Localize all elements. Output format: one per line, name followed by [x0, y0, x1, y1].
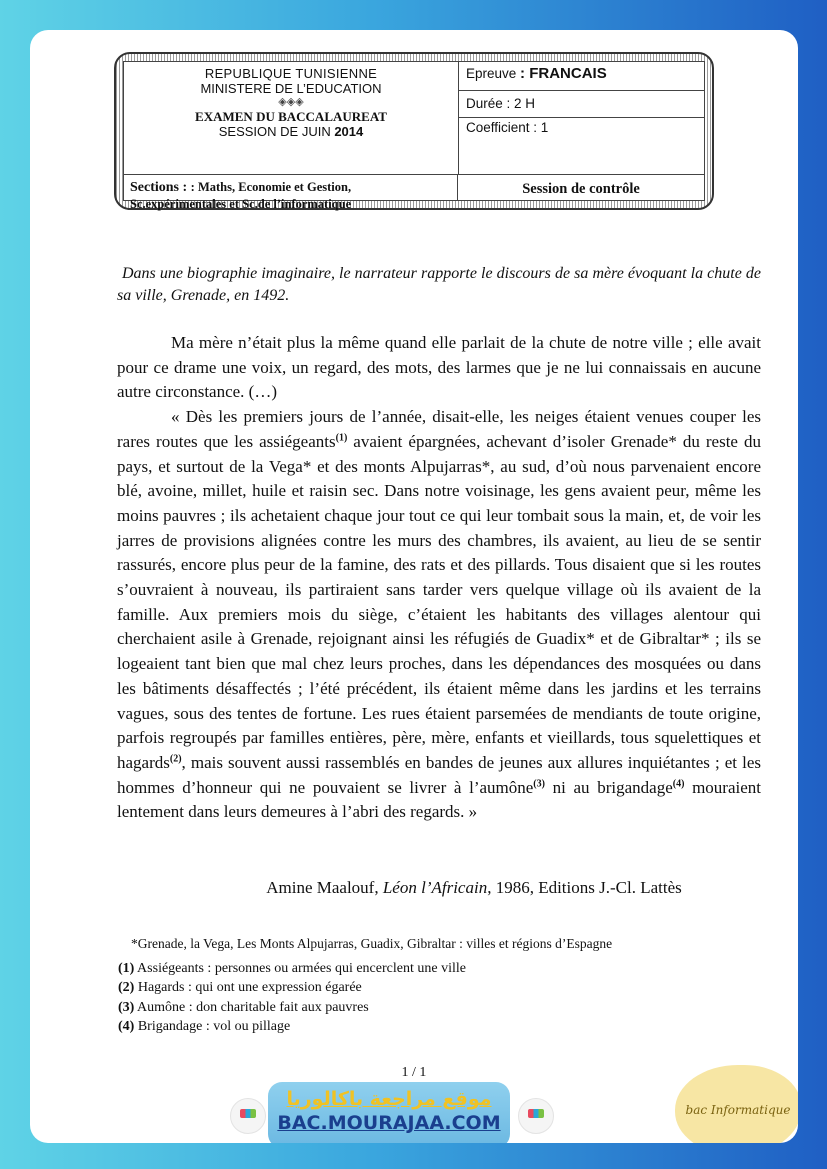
duree-cell: Durée : 2 H [459, 91, 704, 118]
exam-header [114, 52, 714, 210]
exam-page [30, 30, 798, 1143]
page-number: 1 / 1 [401, 1065, 427, 1080]
header-details [458, 62, 704, 174]
ministry-line: MINISTERE DE L’EDUCATION [200, 81, 382, 96]
vocabulary-notes [118, 959, 466, 1036]
coefficient-cell: Coefficient : 1 [466, 120, 549, 135]
citation: Amine Maalouf, Léon l’Africain, 1986, Editions J.-Cl. Lattès [266, 878, 682, 897]
note-3: (3) Aumône : don charitable fait aux pauvres [118, 999, 369, 1015]
sections-cell: Sections : : Maths, Economie et Gestion, Sc.expérimentales et Sc.de l’informatique [124, 175, 458, 200]
paragraph-2: « Dès les premiers jours de l’année, disait-elle, les neiges étaient venues couper les rares routes que les assiégeants$^{(1)}$ avaient épargnées, achevant d’isoler Grenade* du reste du pays, et surtout de la Vega* et des monts Alpujarras*, au sud, d’où nous parvenaient encore blé, avoine, millet, huile et raisin sec. Dans notre voisinage, les gens avaient peur, même les moins pauvres ; ils achetaient chaque jour tout ce qui leur tombait sous la main, et, de voir les jarres de provisions alignées contre les murs des chambres, ils avaient, au lieu de se sentir rassurés, encore plus peur de la famine, des rats et des pillards. Tous disaient que si les routes s’ouvraient à nouveau, ils partiraient sans tarder vers quelque village où ils avaient de la famille. Aux premiers mois du siège, c’étaient les habitants des villages alentour qui cherchaient asile à Grenade, rejoignant ainsi les réfugiés de Guadix* et de Gibraltar* ; ils se logeaient tant bien que mal chez leurs proches, dans les dépendances des mosquées ou dans les bâtiments désaffectés ; l’été précédent, ils étaient même dans les jardins et les terrains vagues, sous des tentes de fortune. Les rues étaient parsemées de mendiants de toute origine, parfois regroupés par familles entières, père, mère, enfants et vieillards, tous squelettiques et hagards$^{(2)}$, mais souvent aussi rassemblés en bandes de jeunes aux allures inquiétantes ; et les hommes d’honneur qui ne pouvaient se livrer à l’aumône$^{(3)}$ ni au brigandage$^{(4)}$ mouraient lentement dans leurs demeures à l’abri des regards. » [117, 407, 762, 822]
note-ref-4: (4) [672, 778, 685, 789]
exam-title: EXAMEN DU BACCALAUREAT [195, 109, 387, 124]
session-line: SESSION DE JUIN 2014 [218, 124, 364, 139]
republic-line: REPUBLIQUE TUNISIENNE [204, 66, 378, 81]
site-banner[interactable] [268, 1082, 510, 1143]
book-title: Léon l’Africain [382, 878, 488, 897]
site-logo-icon-right [518, 1098, 554, 1134]
footnote-places: *Grenade, la Vega, Les Monts Alpujarras, Guadix, Gibraltar : villes et régions d’Espagne [131, 936, 613, 951]
header-bottom-row [124, 174, 704, 211]
session-type: Session de contrôle [522, 181, 640, 197]
paragraph-1: Ma mère n’était plus la même quand elle parlait de la chute de notre ville ; elle avait pour ce drame une voix, un regard, des mots, des larmes que je ne lui connaissais en aucune autre circonstance. (…) [117, 333, 761, 402]
diamonds-icon: ◈◈◈ [278, 96, 304, 108]
bac-informatique-badge: bac Informatique [675, 1065, 798, 1143]
main-text [117, 331, 761, 825]
note-ref-3: (3) [533, 778, 545, 789]
site-name-arabic[interactable]: موقع مراجعة باكالوريا [286, 1088, 492, 1110]
note-2: (2) Hagards : qui ont une expression égarée [118, 980, 362, 996]
epreuve-cell: Epreuve : FRANCAIS [459, 62, 704, 91]
header-inner [123, 61, 705, 211]
sections-label: Sections : [130, 180, 191, 195]
intro-text: Dans une biographie imaginaire, le narrateur rapporte le discours de sa mère évoquant la chute de sa ville, Grenade, en 1492. [117, 265, 761, 304]
session-year: 2014 [334, 124, 364, 139]
note-1: (1) Assiégeants : personnes ou armées qui encerclent une ville [118, 961, 466, 976]
epreuve-value: : FRANCAIS [520, 65, 607, 82]
site-url[interactable]: BAC.MOURAJAA.COM [277, 1112, 501, 1134]
site-logo-icon-left [230, 1098, 266, 1134]
note-4: (4) Brigandage : vol ou pillage [118, 1018, 291, 1034]
note-ref-1: (1) [335, 432, 348, 444]
header-institution [124, 62, 458, 174]
note-ref-2: (2) [169, 753, 182, 765]
